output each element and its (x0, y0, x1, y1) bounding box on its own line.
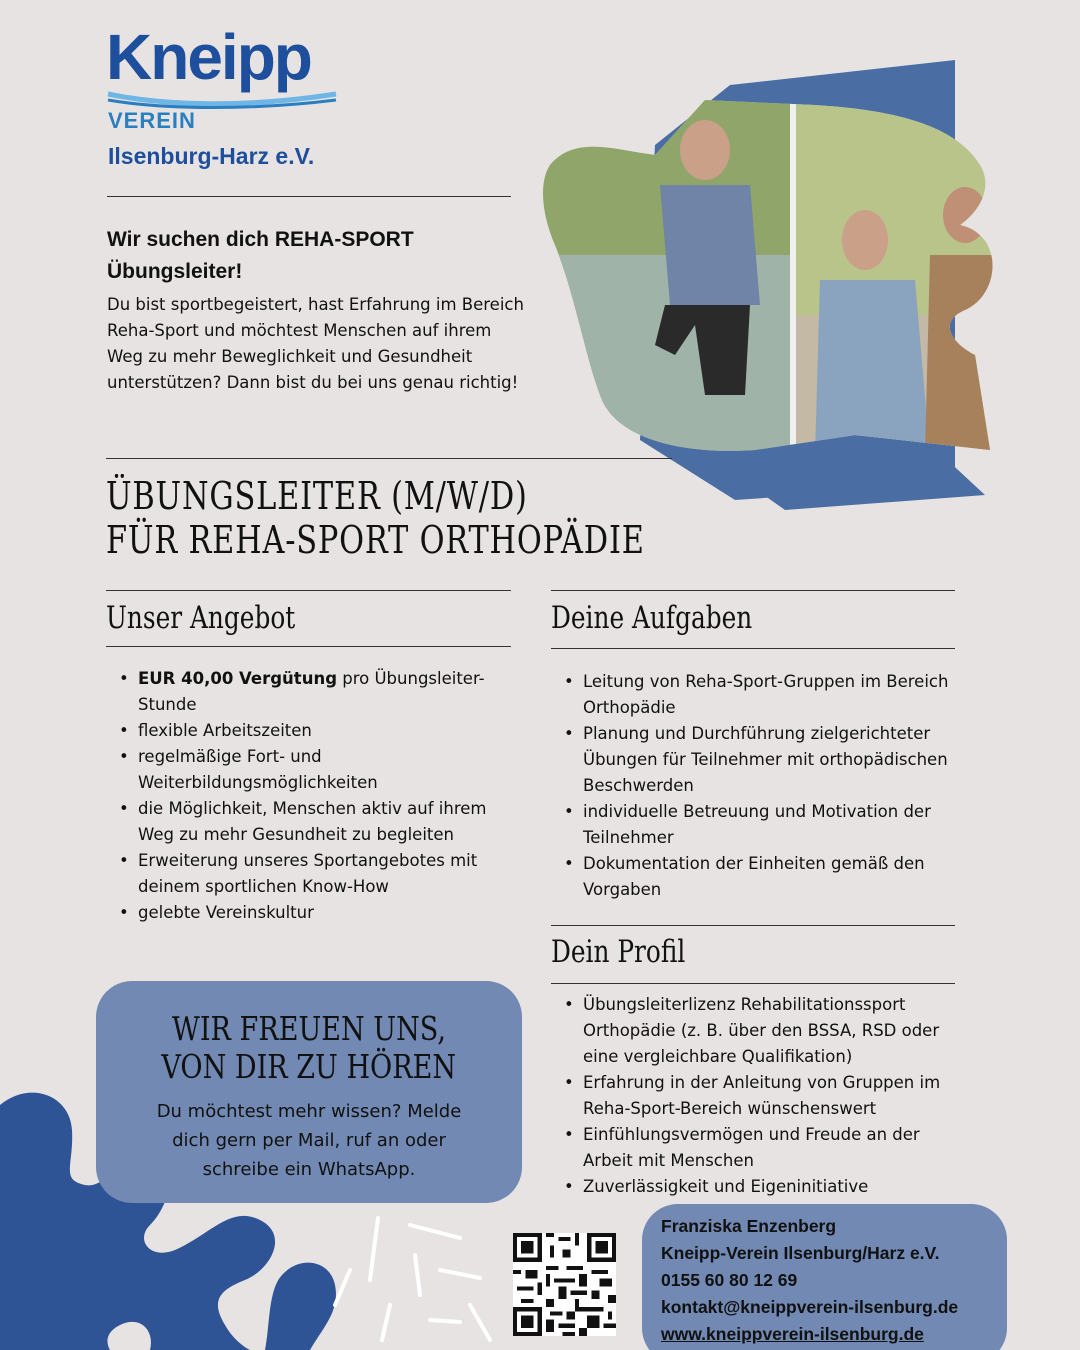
job-title-line2: FÜR REHA-SPORT ORTHOPÄDIE (106, 518, 645, 562)
logo-subtitle: VEREIN (108, 108, 196, 133)
list-item: • Erfahrung in der Anleitung von Gruppen im Reha-Sport-Bereich wünschenswert (552, 1070, 962, 1122)
list-item (107, 666, 527, 718)
divider (107, 196, 511, 197)
contact-email[interactable]: kontakt@kneippverein-ilsenburg.de (661, 1297, 959, 1317)
divider (551, 983, 955, 984)
logo-title: Kneipp (106, 21, 311, 93)
offer-heading: Unser Angebot (106, 600, 296, 636)
qr-code-icon[interactable] (513, 1233, 616, 1336)
profile-heading: Dein Profil (551, 934, 686, 970)
list-item: • gelebte Vereinskultur (107, 900, 527, 926)
tasks-list (552, 669, 962, 903)
list-item: • regelmäßige Fort- und Weiterbildungsmöglichkeiten (107, 744, 527, 796)
cta-heading (96, 1010, 522, 1086)
list-item: • Dokumentation der Einheiten gemäß den Vorgaben (552, 851, 962, 903)
job-title (106, 474, 645, 562)
contact-block (661, 1213, 958, 1348)
contact-org: Kneipp-Verein Ilsenburg/Harz e.V. (661, 1243, 940, 1263)
divider (106, 590, 511, 591)
cta-heading-line1: WIR FREUEN UNS, (172, 1009, 446, 1048)
logo-place: Ilsenburg-Harz e.V. (108, 143, 315, 169)
salary-highlight: EUR 40,00 Vergütung (138, 669, 337, 688)
list-item: • die Möglichkeit, Menschen aktiv auf ihrem Weg zu mehr Gesundheit zu begleiten (107, 796, 527, 848)
list-item: • flexible Arbeitszeiten (107, 718, 527, 744)
tasks-heading: Deine Aufgaben (551, 600, 753, 636)
list-item: • Einfühlungsvermögen und Freude an der Arbeit mit Menschen (552, 1122, 962, 1174)
offer-list (107, 666, 527, 926)
logo-wave-icon (106, 86, 338, 110)
list-item: • Erweiterung unseres Sportangebotes mit deinem sportlichen Know-How (107, 848, 527, 900)
contact-name: Franziska Enzenberg (661, 1216, 837, 1236)
divider (106, 646, 511, 647)
divider (551, 648, 955, 649)
intro-text: Du bist sportbegeistert, hast Erfahrung im Bereich Reha-Sport und möchtest Menschen auf ihrem Weg zu mehr Beweglichkeit und Gesundheit unterstützen? Dann bist du bei uns genau richtig! (107, 295, 524, 392)
intro-headline: Wir suchen dich REHA-SPORT Übungsleiter! (107, 228, 414, 283)
contact-website-link[interactable]: www.kneippverein-ilsenburg.de (661, 1324, 924, 1344)
decorative-strokes (330, 1210, 520, 1350)
contact-phone[interactable]: 0155 60 80 12 69 (661, 1270, 798, 1290)
job-title-line1: ÜBUNGSLEITER (M/W/D) (106, 474, 528, 518)
list-item: • Übungsleiterlizenz Rehabilitationssport Orthopädie (z. B. über den BSSA, RSD oder eine vergleichbare Qualifikation) (552, 992, 962, 1070)
divider (551, 590, 955, 591)
list-item: • Leitung von Reha-Sport-Gruppen im Bereich Orthopädie (552, 669, 962, 721)
divider (106, 458, 672, 459)
salary-text: pro Übungsleiter-Stunde (138, 669, 485, 714)
photo-collage (535, 55, 1080, 510)
divider (551, 925, 955, 926)
list-item: • Zuverlässigkeit und Eigeninitiative (552, 1174, 962, 1200)
profile-list (552, 992, 962, 1200)
cta-heading-line2: VON DIR ZU HÖREN (161, 1047, 457, 1086)
list-item: • individuelle Betreuung und Motivation der Teilnehmer (552, 799, 962, 851)
list-item: • Planung und Durchführung zielgerichteter Übungen für Teilnehmer mit orthopädischen Beschwerden (552, 721, 962, 799)
cta-text: Du möchtest mehr wissen? Melde dich gern per Mail, ruf an oder schreibe ein WhatsApp. (156, 1101, 462, 1180)
